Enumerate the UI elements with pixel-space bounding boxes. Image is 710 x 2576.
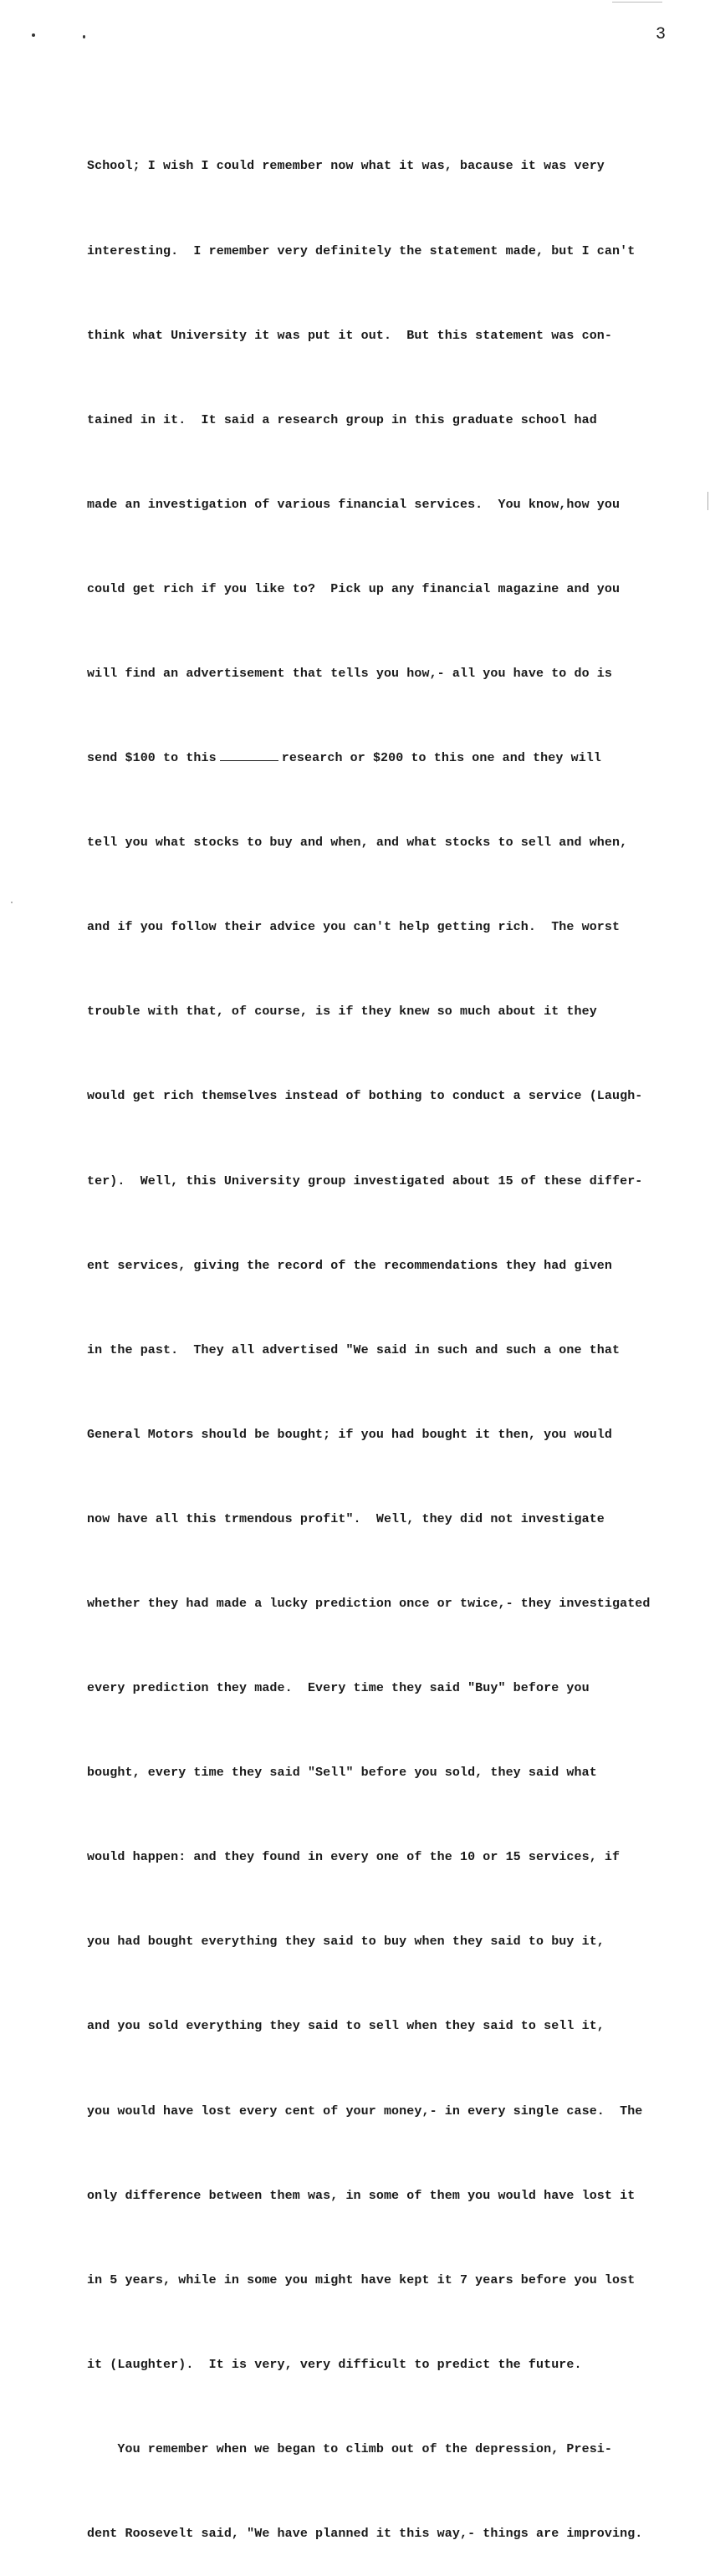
top-edge-mark — [612, 2, 662, 3]
margin-speck — [32, 33, 35, 37]
page-number: 3 — [656, 25, 667, 44]
text-line: in 5 years, while in some you might have kept it 7 years before you lost — [87, 2272, 636, 2287]
text-line: now have all this trmendous profit". Well, they did not investigate — [87, 1511, 605, 1526]
blank-underline — [220, 747, 278, 761]
text-segment: research or $200 to this one and they will — [281, 751, 601, 766]
text-line: You remember when we began to climb out of the depression, Presi- — [87, 2441, 613, 2456]
text-segment: send $100 to this — [87, 751, 217, 766]
text-line: in the past. They all advertised "We said in such and such a one that — [87, 1342, 621, 1357]
text-line: trouble with that, of course, is if they knew so much about it they — [87, 1004, 597, 1020]
text-line: and you sold everything they said to sell when they said to sell it, — [87, 2019, 605, 2034]
text-line: only difference between them was, in some of them you would have lost it — [87, 2188, 636, 2203]
text-line: made an investigation of various financial services. You know,how you — [87, 497, 621, 512]
text-line: would get rich themselves instead of bothing to conduct a service (Laugh- — [87, 1089, 643, 1104]
text-line: it (Laughter). It is very, very difficult to predict the future. — [87, 2357, 582, 2372]
text-line: tained in it. It said a research group in this graduate school had — [87, 412, 597, 427]
margin-speck — [83, 35, 85, 38]
text-line: ent services, giving the record of the recommendations they had given — [87, 1258, 613, 1273]
text-line: tell you what stocks to buy and when, and what stocks to sell and when, — [87, 836, 628, 851]
text-line: every prediction they made. Every time they said "Buy" before you — [87, 1681, 590, 1696]
text-line: you had bought everything they said to buy when they said to buy it, — [87, 1935, 605, 1950]
text-line: whether they had made a lucky prediction once or twice,- they investigated — [87, 1597, 651, 1611]
text-line: interesting. I remember very definitely the statement made, but I can't — [87, 243, 636, 258]
text-line: and if you follow their advice you can't help getting rich. The worst — [87, 920, 621, 935]
text-line: General Motors should be bought; if you had bought it then, you would — [87, 1427, 613, 1442]
margin-speck — [11, 902, 13, 903]
document-body — [87, 96, 710, 2576]
text-line: dent Roosevelt said, "We have planned it this way,- things are improving. — [87, 2527, 643, 2542]
text-line: School; I wish I could remember now what it was, bacause it was very — [87, 159, 605, 174]
text-line: you would have lost every cent of your money,- in every single case. The — [87, 2103, 643, 2119]
text-line: will find an advertisement that tells you how,- all you have to do is — [87, 666, 613, 681]
text-line-with-blank — [87, 744, 710, 773]
text-line: ter). Well, this University group investigated about 15 of these differ- — [87, 1173, 643, 1188]
text-line: bought, every time they said "Sell" before you sold, they said what — [87, 1766, 597, 1781]
text-line: think what University it was put it out. But this statement was con- — [87, 328, 613, 343]
text-line: would happen: and they found in every one of the 10 or 15 services, if — [87, 1850, 621, 1865]
text-line: could get rich if you like to? Pick up any financial magazine and you — [87, 581, 621, 596]
